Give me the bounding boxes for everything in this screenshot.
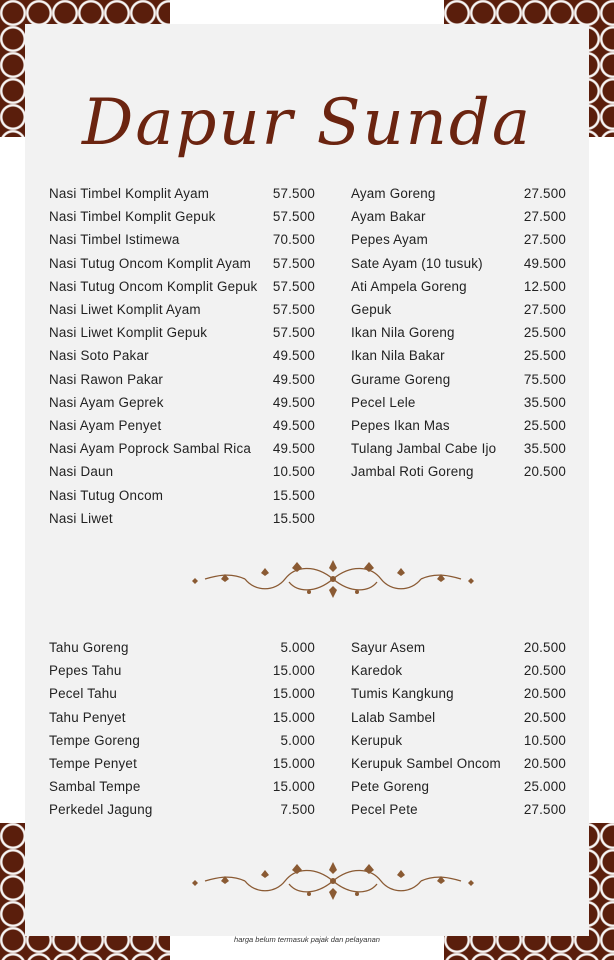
menu-item (49, 321, 315, 344)
menu-item (351, 275, 566, 298)
menu-item-price: 20.500 (523, 464, 566, 480)
menu-item-price: 49.500 (272, 441, 315, 457)
menu-item-name: Nasi Ayam Geprek (49, 394, 164, 410)
menu-item-name: Tempe Penyet (49, 756, 137, 772)
menu-item-price: 49.500 (272, 394, 315, 410)
menu-item-price: 15.000 (272, 663, 315, 679)
menu-item-name: Kerupuk Sambel Oncom (351, 756, 501, 772)
restaurant-title: Dapur Sunda (82, 86, 532, 160)
menu-item-name: Kerupuk (351, 732, 403, 748)
menu-item (351, 437, 566, 460)
menu-item (351, 706, 566, 729)
menu-item (351, 391, 566, 414)
menu-item-price: 27.500 (523, 232, 566, 248)
menu-item (49, 275, 315, 298)
menu-item-name: Gurame Goreng (351, 371, 451, 387)
menu-item-price: 49.500 (523, 255, 566, 271)
menu-item-price: 57.500 (272, 325, 315, 341)
menu-item-price: 27.500 (523, 302, 566, 318)
menu-item-name: Nasi Timbel Komplit Ayam (49, 186, 210, 202)
menu-item-price: 27.500 (523, 209, 566, 225)
menu-item-price: 20.500 (523, 663, 566, 679)
menu-item-price: 49.500 (272, 417, 315, 433)
menu-item-name: Pecel Pete (351, 802, 418, 818)
menu-item-price: 20.500 (523, 756, 566, 772)
menu-item-name: Perkedel Jagung (49, 802, 153, 818)
menu-item (351, 321, 566, 344)
menu-item-name: Ayam Bakar (351, 209, 426, 225)
menu-item (49, 252, 315, 275)
menu-item-price: 35.500 (523, 394, 566, 410)
menu-item-price: 35.500 (523, 441, 566, 457)
menu-item-name: Pecel Lele (351, 394, 416, 410)
menu-item-name: Nasi Liwet (49, 510, 113, 526)
menu-item-price: 5.000 (280, 640, 315, 656)
menu-item-price: 5.000 (280, 732, 315, 748)
menu-item-price: 27.500 (523, 802, 566, 818)
menu-item-price: 49.500 (272, 371, 315, 387)
menu-item (49, 205, 315, 228)
menu-list-side-dishes (351, 182, 566, 483)
menu-item (49, 344, 315, 367)
menu-item-price: 20.500 (523, 686, 566, 702)
menu-item-name: Pete Goreng (351, 779, 430, 795)
menu-item-price: 25.500 (523, 325, 566, 341)
menu-item-price: 12.500 (523, 278, 566, 294)
menu-item-name: Ati Ampela Goreng (351, 278, 467, 294)
menu-item-name: Nasi Liwet Komplit Ayam (49, 302, 201, 318)
menu-item (49, 368, 315, 391)
menu-item-name: Nasi Tutug Oncom (49, 487, 164, 503)
menu-item (49, 706, 315, 729)
menu-item-name: Nasi Ayam Poprock Sambal Rica (49, 441, 252, 457)
menu-item-price: 7.500 (280, 802, 315, 818)
menu-item (49, 483, 315, 506)
menu-item (49, 182, 315, 205)
menu-item-price: 25.500 (523, 417, 566, 433)
menu-item-name: Pepes Tahu (49, 663, 122, 679)
menu-item-price: 57.500 (272, 278, 315, 294)
menu-item (351, 344, 566, 367)
menu-item-price: 57.500 (272, 186, 315, 202)
menu-item-price: 10.500 (272, 464, 315, 480)
menu-item-price: 15.000 (272, 709, 315, 725)
menu-item (351, 682, 566, 705)
menu-item-name: Nasi Liwet Komplit Gepuk (49, 325, 208, 341)
menu-list-vegetables (351, 636, 566, 822)
floral-divider-ornament-bottom-icon (185, 856, 481, 906)
menu-item (49, 391, 315, 414)
menu-item-name: Tahu Goreng (49, 640, 129, 656)
menu-item (49, 682, 315, 705)
menu-item-name: Jambal Roti Goreng (351, 464, 474, 480)
menu-item-price: 70.500 (272, 232, 315, 248)
menu-item-name: Nasi Ayam Penyet (49, 417, 162, 433)
menu-item-price: 57.500 (272, 209, 315, 225)
menu-item (351, 460, 566, 483)
menu-card (25, 24, 589, 936)
menu-item-price: 15.500 (272, 487, 315, 503)
menu-item-name: Gepuk (351, 302, 392, 318)
menu-item (49, 460, 315, 483)
menu-item (49, 659, 315, 682)
menu-item-price: 75.500 (523, 371, 566, 387)
menu-item (49, 752, 315, 775)
menu-item-price: 20.500 (523, 640, 566, 656)
price-disclaimer: harga belum termasuk pajak dan pelayanan (234, 935, 380, 944)
menu-item (49, 798, 315, 821)
menu-item-name: Nasi Rawon Pakar (49, 371, 164, 387)
menu-item (351, 752, 566, 775)
menu-item-name: Pecel Tahu (49, 686, 118, 702)
menu-item-price: 57.500 (272, 302, 315, 318)
menu-item-price: 49.500 (272, 348, 315, 364)
menu-item-price: 57.500 (272, 255, 315, 271)
menu-item-name: Nasi Tutug Oncom Komplit Gepuk (49, 278, 258, 294)
menu-item-name: Sate Ayam (10 tusuk) (351, 255, 483, 271)
menu-item-price: 15.500 (272, 510, 315, 526)
menu-item (351, 298, 566, 321)
menu-item (351, 414, 566, 437)
menu-item-name: Nasi Timbel Istimewa (49, 232, 180, 248)
menu-item (351, 798, 566, 821)
menu-item (351, 775, 566, 798)
menu-item-name: Pepes Ikan Mas (351, 417, 450, 433)
menu-item-price: 27.500 (523, 186, 566, 202)
menu-item-price: 10.500 (523, 732, 566, 748)
menu-item-name: Nasi Tutug Oncom Komplit Ayam (49, 255, 252, 271)
menu-item-name: Tulang Jambal Cabe Ijo (351, 441, 497, 457)
menu-item-name: Ikan Nila Bakar (351, 348, 445, 364)
menu-item-name: Nasi Daun (49, 464, 114, 480)
menu-item (351, 205, 566, 228)
menu-item (49, 437, 315, 460)
menu-item-name: Nasi Timbel Komplit Gepuk (49, 209, 216, 225)
menu-item-name: Ayam Goreng (351, 186, 436, 202)
menu-item (351, 228, 566, 251)
floral-divider-ornament-icon (185, 554, 481, 604)
menu-item (351, 182, 566, 205)
menu-item (351, 252, 566, 275)
menu-item (351, 636, 566, 659)
menu-item (351, 368, 566, 391)
menu-item-price: 15.000 (272, 756, 315, 772)
menu-list-tofu-tempe (49, 636, 315, 822)
menu-item (351, 659, 566, 682)
menu-item (49, 507, 315, 530)
menu-item-name: Sambal Tempe (49, 779, 141, 795)
menu-item-name: Nasi Soto Pakar (49, 348, 149, 364)
menu-item-price: 25.000 (523, 779, 566, 795)
menu-item-price: 15.000 (272, 686, 315, 702)
menu-item-price: 20.500 (523, 709, 566, 725)
menu-item (49, 228, 315, 251)
menu-item-name: Karedok (351, 663, 403, 679)
menu-item-price: 15.000 (272, 779, 315, 795)
menu-item (49, 636, 315, 659)
menu-item-price: 25.500 (523, 348, 566, 364)
menu-item-name: Tumis Kangkung (351, 686, 454, 702)
menu-item (49, 729, 315, 752)
menu-item (49, 414, 315, 437)
menu-item (49, 775, 315, 798)
menu-item-name: Pepes Ayam (351, 232, 428, 248)
menu-item-name: Lalab Sambel (351, 709, 436, 725)
menu-list-rice-dishes (49, 182, 315, 530)
menu-item (49, 298, 315, 321)
menu-item-name: Ikan Nila Goreng (351, 325, 455, 341)
menu-item-name: Sayur Asem (351, 640, 426, 656)
menu-item-name: Tahu Penyet (49, 709, 126, 725)
menu-item-name: Tempe Goreng (49, 732, 140, 748)
menu-item (351, 729, 566, 752)
